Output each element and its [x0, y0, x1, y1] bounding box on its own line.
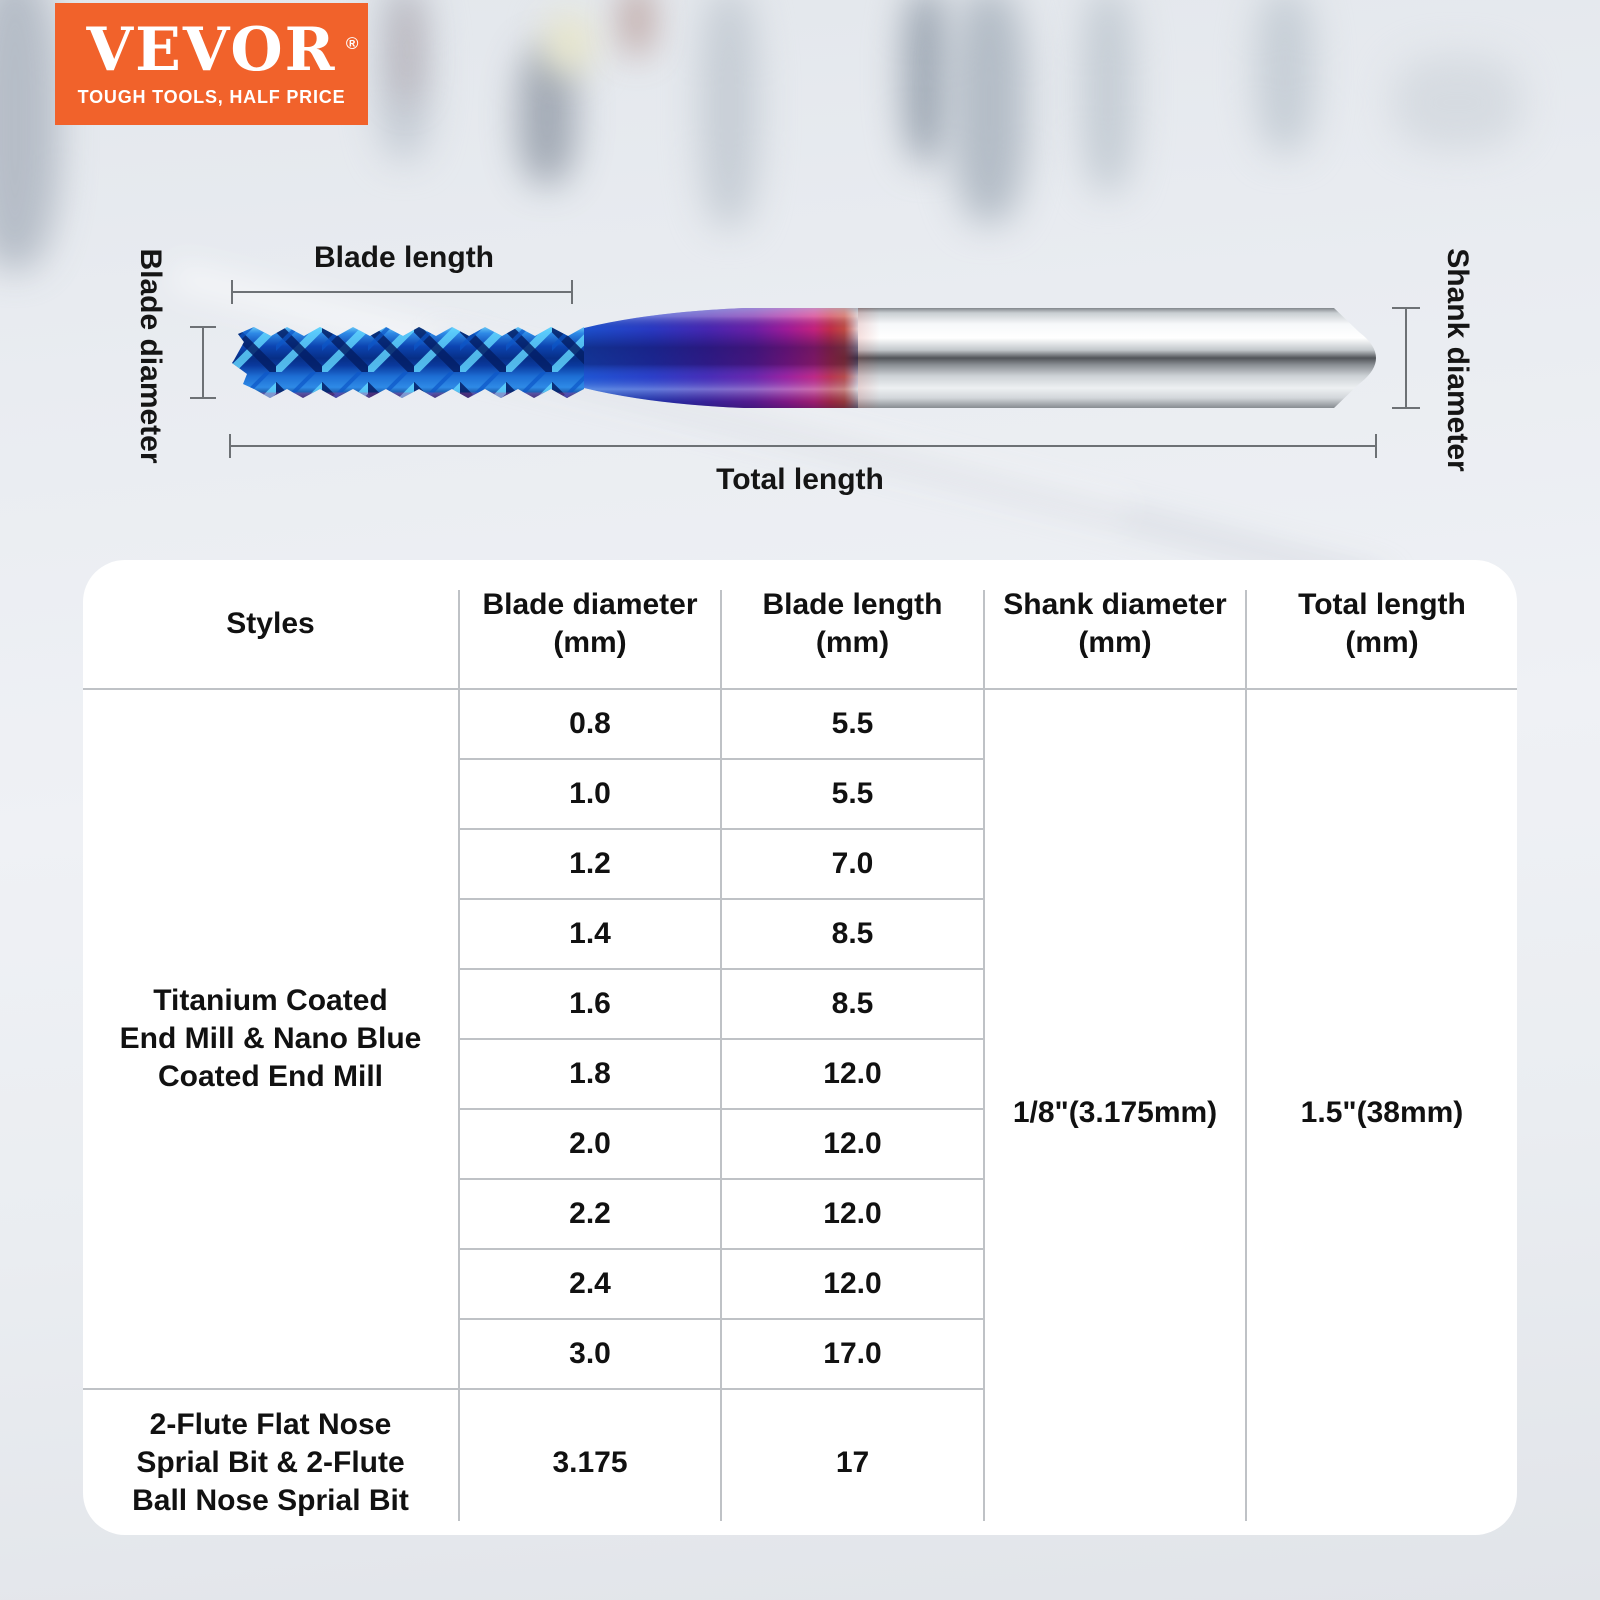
header-unit: (mm) [815, 626, 890, 659]
header-label: Blade diameter [482, 588, 698, 621]
blade-length-label: Blade length [313, 241, 495, 274]
divider-gap [716, 1521, 726, 1535]
header-shank-diameter [985, 560, 1247, 690]
table-cell-blade-length: 17 [722, 1390, 985, 1535]
brand-tagline: TOUGH TOOLS, HALF PRICE [77, 87, 346, 107]
header-unit: (mm) [1345, 626, 1419, 659]
coated-neck [584, 306, 858, 410]
header-unit: (mm) [553, 626, 627, 659]
header-unit: (mm) [1078, 626, 1152, 659]
spec-table-card [83, 560, 1517, 1535]
table-cell-blade-length: 17.0 [722, 1320, 985, 1390]
blade-diameter-dimension [190, 327, 216, 398]
header-label: Total length [1298, 588, 1466, 621]
header-label: Styles [226, 607, 315, 640]
table-cell-blade-length: 5.5 [722, 760, 985, 830]
flute-blade [228, 320, 588, 404]
table-cell-blade-length: 7.0 [722, 830, 985, 900]
header-label: Shank diameter [1003, 588, 1227, 621]
table-cell-blade-diameter: 0.8 [460, 690, 722, 760]
table-cell-blade-diameter: 1.4 [460, 900, 722, 970]
table-cell-shank-diameter: 1/8"(3.175mm) [985, 690, 1247, 1535]
table-cell-blade-length: 12.0 [722, 1110, 985, 1180]
table-cell-blade-diameter: 2.4 [460, 1250, 722, 1320]
shank-body [816, 308, 1376, 408]
table-cell-blade-diameter: 3.175 [460, 1390, 722, 1535]
registered-trademark-icon: ® [345, 34, 359, 53]
table-cell-blade-diameter: 2.0 [460, 1110, 722, 1180]
divider-gap [454, 1521, 464, 1535]
table-cell-blade-diameter: 1.0 [460, 760, 722, 830]
table-cell-total-length: 1.5"(38mm) [1300, 1095, 1464, 1129]
header-blade-length [722, 560, 985, 690]
total-length-label: Total length [716, 463, 884, 496]
header-styles [83, 560, 460, 690]
blade-diameter-label: Blade diameter [134, 248, 167, 464]
header-total-length [1247, 560, 1517, 690]
table-cell-blade-diameter: 1.8 [460, 1040, 722, 1110]
divider-gap [1241, 560, 1251, 590]
blade-length-dimension [232, 280, 572, 304]
table-cell-blade-length: 8.5 [722, 900, 985, 970]
table-cell-blade-diameter: 1.2 [460, 830, 722, 900]
divider-gap [979, 1521, 989, 1535]
table-cell-blade-length: 12.0 [722, 1250, 985, 1320]
shank-tip [1334, 308, 1376, 408]
total-length-dimension [230, 434, 1376, 458]
brand-name: VEVOR [86, 15, 337, 85]
divider-gap [1241, 1521, 1251, 1535]
style-group-titanium [83, 690, 460, 1390]
table-cell-blade-diameter: 1.6 [460, 970, 722, 1040]
table-cell-blade-length: 12.0 [722, 1040, 985, 1110]
shank-diameter-label: Shank diameter [1441, 248, 1474, 472]
divider-gap [979, 560, 989, 590]
table-cell-blade-length: 8.5 [722, 970, 985, 1040]
header-blade-diameter [460, 560, 722, 690]
divider-gap [454, 560, 464, 590]
header-label: Blade length [762, 588, 943, 621]
table-cell-blade-length: 5.5 [722, 690, 985, 760]
divider-gap [716, 560, 726, 590]
style-group-2flute [83, 1390, 460, 1535]
table-cell-blade-length: 12.0 [722, 1180, 985, 1250]
table-cell-blade-diameter: 3.0 [460, 1320, 722, 1390]
table-cell-blade-diameter: 2.2 [460, 1180, 722, 1250]
spec-table [83, 560, 1517, 1535]
style-group-label: Titanium Coated End Mill & Nano Blue Coated End Mill [119, 984, 422, 1093]
style-group-label: 2-Flute Flat Nose Sprial Bit & 2-Flute Ball Nose Sprial Bit [132, 1407, 409, 1517]
shank-diameter-dimension [1392, 308, 1420, 408]
